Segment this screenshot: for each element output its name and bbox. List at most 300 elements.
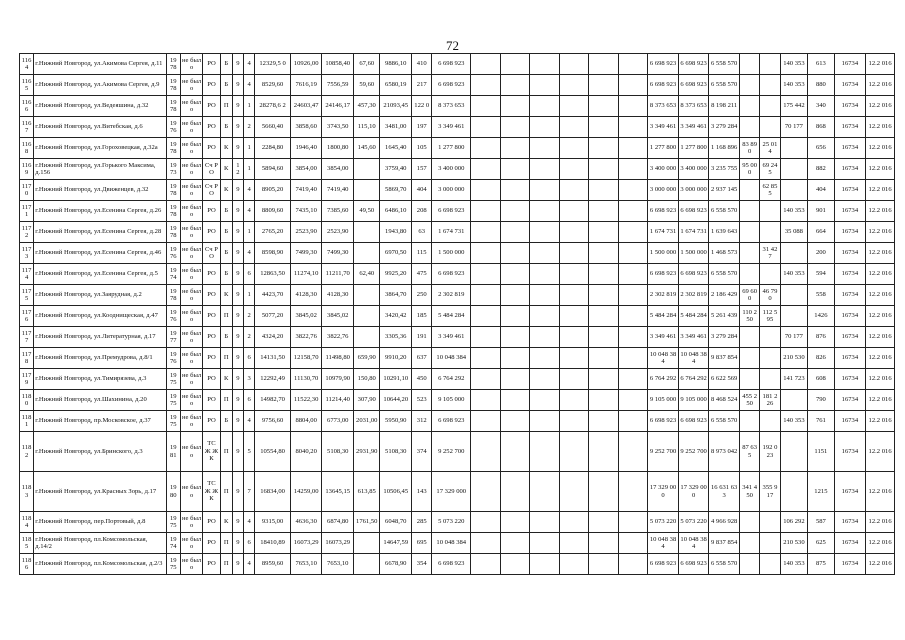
table-cell: не было <box>180 243 202 264</box>
table-cell: 12.2 016 <box>866 138 895 159</box>
table-cell: 69 245 <box>760 159 780 180</box>
table-cell: 10 048 384 <box>648 533 679 554</box>
table-cell: 6 698 923 <box>678 554 709 575</box>
table-cell: 6 698 923 <box>648 201 679 222</box>
table-cell: 143 <box>412 472 432 512</box>
table-cell: 664 <box>808 222 834 243</box>
table-cell: 2284,80 <box>255 138 291 159</box>
table-cell: 3 349 461 <box>432 117 471 138</box>
table-cell: 1800,80 <box>322 138 354 159</box>
table-cell <box>589 75 619 96</box>
table-cell: К <box>220 138 232 159</box>
address-cell: г.Нижний Новгород, ул.Гороховецкая, д.32а <box>34 138 166 159</box>
table-cell: 59,60 <box>354 75 380 96</box>
table-cell: 457,30 <box>354 96 380 117</box>
table-cell <box>589 432 619 472</box>
table-cell: 1426 <box>808 306 834 327</box>
table-cell <box>530 159 560 180</box>
table-cell: РО <box>203 117 220 138</box>
table-cell: 7435,10 <box>290 201 322 222</box>
table-cell: 656 <box>808 138 834 159</box>
table-cell <box>739 554 759 575</box>
table-cell: 31 427 <box>760 243 780 264</box>
table-cell: 12.2 016 <box>866 533 895 554</box>
table-cell: 122 0 <box>412 96 432 117</box>
table-cell: 110 250 <box>739 306 759 327</box>
table-cell: 141 723 <box>780 369 808 390</box>
table-cell: 307,90 <box>354 390 380 411</box>
table-row <box>20 369 895 390</box>
table-cell: 9 <box>232 222 243 243</box>
table-cell: 19 80 <box>166 472 180 512</box>
table-cell: 16734 <box>834 390 866 411</box>
table-cell: 9 <box>232 285 243 306</box>
table-cell <box>760 264 780 285</box>
table-cell: 2 <box>244 327 255 348</box>
table-cell: 587 <box>808 512 834 533</box>
table-cell: РО <box>203 222 220 243</box>
table-cell <box>780 180 808 201</box>
table-cell: 1215 <box>808 472 834 512</box>
table-cell: 118 5 <box>20 533 34 554</box>
table-cell: 8529,60 <box>255 75 291 96</box>
table-cell: 1 <box>244 285 255 306</box>
table-cell: 118 1 <box>20 411 34 432</box>
table-cell <box>500 390 530 411</box>
table-cell: 12.2 016 <box>866 180 895 201</box>
table-cell <box>589 117 619 138</box>
table-cell <box>618 264 648 285</box>
address-cell: г.Нижний Новгород, пл.Комсомольская, д.2/3 <box>34 554 166 575</box>
table-cell <box>530 512 560 533</box>
table-cell: 12.2 016 <box>866 390 895 411</box>
table-cell: 3864,70 <box>380 285 412 306</box>
table-cell: 62 855 <box>760 180 780 201</box>
table-cell: 1 500 000 <box>648 243 679 264</box>
table-cell: П <box>220 96 232 117</box>
table-cell: 901 <box>808 201 834 222</box>
table-cell: Сч РО <box>203 243 220 264</box>
table-cell: Б <box>220 117 232 138</box>
table-cell: 12.2 016 <box>866 285 895 306</box>
table-cell: 3481,00 <box>380 117 412 138</box>
table-cell: 9 <box>232 432 243 472</box>
table-cell: РО <box>203 369 220 390</box>
table-cell: 70 177 <box>780 117 808 138</box>
table-cell: 16734 <box>834 327 866 348</box>
table-cell: 5660,40 <box>255 117 291 138</box>
table-cell: П <box>220 472 232 512</box>
table-cell <box>354 554 380 575</box>
table-cell <box>530 327 560 348</box>
table-cell <box>500 285 530 306</box>
table-cell: 6 698 923 <box>432 75 471 96</box>
table-cell: 117 5 <box>20 285 34 306</box>
table-cell <box>589 472 619 512</box>
table-cell <box>530 432 560 472</box>
table-cell: 150,80 <box>354 369 380 390</box>
table-cell: 9 <box>232 243 243 264</box>
table-cell <box>589 180 619 201</box>
table-cell: 2523,90 <box>290 222 322 243</box>
table-cell: 9 <box>232 75 243 96</box>
table-cell <box>354 327 380 348</box>
table-cell <box>530 180 560 201</box>
table-cell <box>780 285 808 306</box>
address-cell: г.Нижний Новгород, пер.Портовый, д.8 <box>34 512 166 533</box>
table-cell: 2 <box>244 306 255 327</box>
table-cell: 6 698 923 <box>432 554 471 575</box>
table-cell: 6 <box>244 533 255 554</box>
table-cell: 19 76 <box>166 348 180 369</box>
table-cell: РО <box>203 390 220 411</box>
table-cell <box>760 348 780 369</box>
table-cell <box>739 75 759 96</box>
table-cell: 6678,90 <box>380 554 412 575</box>
table-cell <box>559 54 589 75</box>
table-cell: 117 7 <box>20 327 34 348</box>
table-cell: 118 0 <box>20 390 34 411</box>
table-cell: 6 698 923 <box>432 411 471 432</box>
table-cell: не было <box>180 201 202 222</box>
table-cell: 4 <box>244 180 255 201</box>
table-cell: 3858,60 <box>290 117 322 138</box>
table-cell: 16 631 633 <box>709 472 740 512</box>
table-cell: не было <box>180 554 202 575</box>
table-cell: Б <box>220 264 232 285</box>
table-cell: 6580,19 <box>380 75 412 96</box>
table-cell: 9 252 700 <box>648 432 679 472</box>
table-cell: 3 000 000 <box>648 180 679 201</box>
table-cell <box>739 369 759 390</box>
table-cell: 10979,90 <box>322 369 354 390</box>
table-cell: РО <box>203 533 220 554</box>
table-cell <box>559 390 589 411</box>
table-cell <box>589 96 619 117</box>
table-cell: 4128,30 <box>322 285 354 306</box>
table-cell <box>500 554 530 575</box>
table-cell: 12.2 016 <box>866 54 895 75</box>
table-cell <box>530 75 560 96</box>
table-cell: 19 73 <box>166 159 180 180</box>
table-cell <box>559 75 589 96</box>
table-cell: Б <box>220 222 232 243</box>
table-cell: 9 <box>232 306 243 327</box>
table-cell: 8 373 653 <box>648 96 679 117</box>
table-cell <box>589 222 619 243</box>
table-cell: 3845,02 <box>322 306 354 327</box>
table-cell <box>739 327 759 348</box>
table-cell: 6 698 923 <box>678 75 709 96</box>
table-cell <box>530 533 560 554</box>
table-cell <box>760 117 780 138</box>
table-cell <box>589 348 619 369</box>
table-cell <box>589 554 619 575</box>
table-cell <box>471 201 501 222</box>
table-cell: 6 698 923 <box>648 54 679 75</box>
table-cell: К <box>220 159 232 180</box>
table-cell: РО <box>203 411 220 432</box>
table-cell: 9315,00 <box>255 512 291 533</box>
table-cell: 4 <box>244 201 255 222</box>
table-cell: 19 74 <box>166 264 180 285</box>
table-cell <box>559 306 589 327</box>
table-cell: Б <box>220 243 232 264</box>
table-cell <box>500 243 530 264</box>
table-cell: 118 4 <box>20 512 34 533</box>
table-cell: 7616,19 <box>290 75 322 96</box>
table-cell: 83 890 <box>739 138 759 159</box>
table-cell: РО <box>203 264 220 285</box>
table-cell <box>618 222 648 243</box>
table-row <box>20 222 895 243</box>
table-cell: 6 558 570 <box>709 54 740 75</box>
table-cell: 8 468 524 <box>709 390 740 411</box>
table-cell: Б <box>220 411 232 432</box>
table-cell: 7556,59 <box>322 75 354 96</box>
table-row <box>20 306 895 327</box>
table-cell <box>500 411 530 432</box>
table-cell <box>500 54 530 75</box>
table-cell: 6 622 569 <box>709 369 740 390</box>
table-cell <box>559 472 589 512</box>
table-cell: 13645,15 <box>322 472 354 512</box>
table-cell <box>471 512 501 533</box>
table-cell: 10 048 384 <box>432 533 471 554</box>
address-cell: г.Нижний Новгород, ул.Есенина Сергея, д.5 <box>34 264 166 285</box>
table-cell: не было <box>180 327 202 348</box>
table-cell <box>354 180 380 201</box>
table-cell <box>471 554 501 575</box>
table-cell: 8 373 653 <box>678 96 709 117</box>
table-cell: 6 698 923 <box>678 54 709 75</box>
table-cell <box>530 117 560 138</box>
table-cell: 3822,76 <box>322 327 354 348</box>
table-cell <box>739 54 759 75</box>
address-cell: г.Нижний Новгород, ул.Заярудная, д.2 <box>34 285 166 306</box>
table-cell: 19 78 <box>166 138 180 159</box>
table-cell <box>760 222 780 243</box>
table-cell: 6970,50 <box>380 243 412 264</box>
table-cell: 8 198 211 <box>709 96 740 117</box>
table-cell: П <box>220 390 232 411</box>
table-cell <box>618 54 648 75</box>
table-row <box>20 243 895 264</box>
address-cell: г.Нижний Новгород, ул.Литературная, д.17 <box>34 327 166 348</box>
table-cell: 63 <box>412 222 432 243</box>
table-cell: 16734 <box>834 54 866 75</box>
table-cell <box>500 138 530 159</box>
table-cell <box>471 54 501 75</box>
table-cell: 6 698 923 <box>648 264 679 285</box>
table-cell: 3 349 461 <box>678 117 709 138</box>
table-cell: 761 <box>808 411 834 432</box>
table-cell: 16073,29 <box>322 533 354 554</box>
table-cell: К <box>220 369 232 390</box>
table-cell: 2523,90 <box>322 222 354 243</box>
table-cell <box>530 285 560 306</box>
page-number: 72 <box>446 38 459 53</box>
table-cell: 12.2 016 <box>866 472 895 512</box>
table-cell <box>354 306 380 327</box>
table-cell: 19 75 <box>166 390 180 411</box>
table-cell: 410 <box>412 54 432 75</box>
table-cell <box>559 411 589 432</box>
table-cell: 3743,50 <box>322 117 354 138</box>
table-cell: 9 <box>232 369 243 390</box>
table-cell: 19 78 <box>166 201 180 222</box>
table-cell <box>354 243 380 264</box>
table-cell <box>500 306 530 327</box>
table-row <box>20 75 895 96</box>
table-cell <box>530 201 560 222</box>
table-cell: 6874,80 <box>322 512 354 533</box>
table-cell <box>618 306 648 327</box>
table-cell: 6 <box>244 348 255 369</box>
table-cell: 117 9 <box>20 369 34 390</box>
table-cell: 18410,89 <box>255 533 291 554</box>
table-cell: 625 <box>808 533 834 554</box>
table-cell: 8959,60 <box>255 554 291 575</box>
table-cell: 12.2 016 <box>866 348 895 369</box>
table-cell: 3 400 000 <box>432 159 471 180</box>
table-row <box>20 472 895 512</box>
table-cell: Б <box>220 54 232 75</box>
table-cell: 1 639 643 <box>709 222 740 243</box>
table-cell: 594 <box>808 264 834 285</box>
table-cell: 2 <box>244 117 255 138</box>
table-cell: 16734 <box>834 243 866 264</box>
table-cell: 25 014 <box>760 138 780 159</box>
table-cell: 12.2 016 <box>866 117 895 138</box>
table-cell: 117 8 <box>20 348 34 369</box>
table-cell: П <box>220 554 232 575</box>
table-row <box>20 390 895 411</box>
table-cell <box>760 201 780 222</box>
table-cell <box>780 159 808 180</box>
table-cell: 16734 <box>834 472 866 512</box>
table-cell: 9 105 000 <box>432 390 471 411</box>
table-cell: 3 279 284 <box>709 117 740 138</box>
table-cell: 3 400 000 <box>678 159 709 180</box>
address-cell: г.Нижний Новгород, ул.Ведеяшина, д.32 <box>34 96 166 117</box>
table-cell: 10291,10 <box>380 369 412 390</box>
table-cell: 10 048 384 <box>678 348 709 369</box>
table-cell <box>739 222 759 243</box>
table-cell <box>471 327 501 348</box>
table-cell: 12158,70 <box>290 348 322 369</box>
table-cell: 4 <box>244 243 255 264</box>
table-cell: 5894,60 <box>255 159 291 180</box>
table-cell: 12.2 016 <box>866 554 895 575</box>
table-cell <box>471 96 501 117</box>
table-cell: 5950,90 <box>380 411 412 432</box>
table-cell <box>760 533 780 554</box>
table-cell: 19 78 <box>166 222 180 243</box>
table-cell <box>471 390 501 411</box>
table-cell: 140 353 <box>780 201 808 222</box>
table-cell: 4128,30 <box>290 285 322 306</box>
table-row <box>20 159 895 180</box>
table-cell <box>589 327 619 348</box>
table-cell <box>559 348 589 369</box>
table-cell: РО <box>203 96 220 117</box>
table-cell <box>471 243 501 264</box>
table-cell: ТС Ж Ж К <box>203 472 220 512</box>
table-cell: 11214,40 <box>322 390 354 411</box>
table-cell: 3854,00 <box>290 159 322 180</box>
table-cell <box>559 180 589 201</box>
table-cell: 12292,49 <box>255 369 291 390</box>
table-cell: 9 <box>232 264 243 285</box>
table-cell: 19 76 <box>166 117 180 138</box>
table-cell <box>618 285 648 306</box>
table-cell: 16734 <box>834 512 866 533</box>
table-cell: П <box>220 533 232 554</box>
table-cell <box>471 432 501 472</box>
table-cell: 10 048 384 <box>432 348 471 369</box>
table-cell: не было <box>180 138 202 159</box>
table-cell: 3420,42 <box>380 306 412 327</box>
table-row <box>20 512 895 533</box>
table-cell: 8 973 042 <box>709 432 740 472</box>
table-cell: 8040,20 <box>290 432 322 472</box>
table-cell: 115 <box>412 243 432 264</box>
table-cell <box>559 222 589 243</box>
table-cell <box>530 369 560 390</box>
table-cell: 67,60 <box>354 54 380 75</box>
table-cell: Б <box>220 75 232 96</box>
table-cell: 1 277 800 <box>648 138 679 159</box>
table-cell <box>780 472 808 512</box>
table-cell: 2 302 819 <box>432 285 471 306</box>
table-cell: Сч РО <box>203 180 220 201</box>
table-cell: 191 <box>412 327 432 348</box>
table-cell: не было <box>180 411 202 432</box>
table-cell <box>618 432 648 472</box>
table-cell: 7 <box>244 472 255 512</box>
table-cell: 6 698 923 <box>648 411 679 432</box>
table-cell <box>559 285 589 306</box>
table-cell: 157 <box>412 159 432 180</box>
table-cell: 10 048 384 <box>678 533 709 554</box>
table-cell: 6 764 292 <box>678 369 709 390</box>
table-cell: 10 048 384 <box>648 348 679 369</box>
table-cell: 613 <box>808 54 834 75</box>
table-cell: 1 2 <box>232 159 243 180</box>
table-cell: 4 <box>244 75 255 96</box>
table-cell: не было <box>180 159 202 180</box>
table-cell <box>471 306 501 327</box>
table-cell: 404 <box>808 180 834 201</box>
table-cell <box>559 512 589 533</box>
table-cell <box>589 54 619 75</box>
table-cell: 6048,70 <box>380 512 412 533</box>
table-cell: 2 302 819 <box>678 285 709 306</box>
table-cell: РО <box>203 348 220 369</box>
table-cell <box>589 201 619 222</box>
table-cell: 12.2 016 <box>866 201 895 222</box>
table-cell <box>471 180 501 201</box>
table-cell: 16734 <box>834 264 866 285</box>
table-cell: 6 698 923 <box>648 554 679 575</box>
table-cell <box>471 472 501 512</box>
table-cell: 19 74 <box>166 533 180 554</box>
table-cell <box>760 96 780 117</box>
table-cell <box>471 369 501 390</box>
table-cell: 116 8 <box>20 138 34 159</box>
table-cell: 46 790 <box>760 285 780 306</box>
